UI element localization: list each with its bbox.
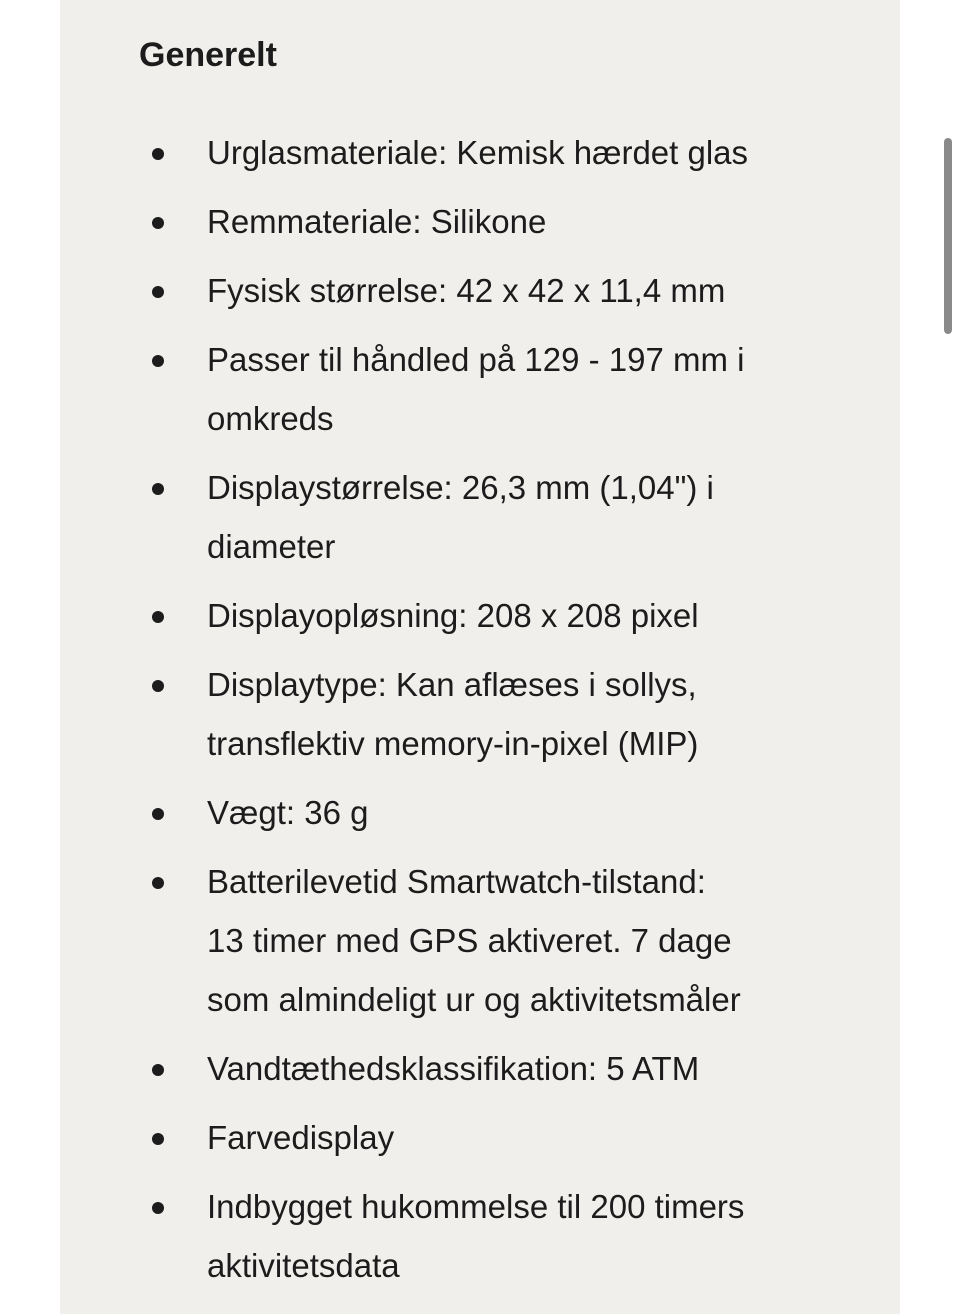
bullet-icon bbox=[152, 877, 164, 889]
spec-text-line: 13 timer med GPS aktiveret. 7 dage bbox=[207, 922, 732, 959]
spec-text-line: Vægt: 36 g bbox=[207, 794, 369, 831]
spec-text-line: Passer til håndled på 129 - 197 mm i bbox=[207, 341, 745, 378]
spec-text-line: Indbygget hukommelse til 200 timers bbox=[207, 1188, 745, 1225]
bullet-icon bbox=[152, 148, 164, 160]
bullet-icon bbox=[152, 1202, 164, 1214]
spec-text-line: som almindeligt ur og aktivitetsmåler bbox=[207, 981, 741, 1018]
spec-text-line: Vandtæthedsklassifikation: 5 ATM bbox=[207, 1050, 700, 1087]
bullet-icon bbox=[152, 286, 164, 298]
bullet-icon bbox=[152, 1133, 164, 1145]
spec-text-line: Displaytype: Kan aflæses i sollys, bbox=[207, 666, 697, 703]
bullet-icon bbox=[152, 611, 164, 623]
spec-text-line: Displaystørrelse: 26,3 mm (1,04") i bbox=[207, 469, 714, 506]
bullet-icon bbox=[152, 680, 164, 692]
bullet-icon bbox=[152, 1064, 164, 1076]
spec-text-line: diameter bbox=[207, 528, 336, 565]
spec-text-line: Farvedisplay bbox=[207, 1119, 395, 1156]
spec-text-line: Batterilevetid Smartwatch-tilstand: bbox=[207, 863, 706, 900]
spec-text-line: omkreds bbox=[207, 400, 334, 437]
scrollbar-thumb[interactable] bbox=[944, 138, 952, 334]
bullet-icon bbox=[152, 483, 164, 495]
spec-card bbox=[60, 0, 900, 1314]
spec-text-line: Displayopløsning: 208 x 208 pixel bbox=[207, 597, 699, 634]
spec-text-line: Fysisk størrelse: 42 x 42 x 11,4 mm bbox=[207, 272, 726, 309]
section-title: Generelt bbox=[139, 36, 277, 74]
bullet-icon bbox=[152, 808, 164, 820]
spec-text-line: Urglasmateriale: Kemisk hærdet glas bbox=[207, 134, 749, 171]
spec-text-line: Remmateriale: Silikone bbox=[207, 203, 547, 240]
bullet-icon bbox=[152, 217, 164, 229]
bullet-icon bbox=[152, 355, 164, 367]
spec-text-line: transflektiv memory-in-pixel (MIP) bbox=[207, 725, 699, 762]
spec-text-line: aktivitetsdata bbox=[207, 1247, 400, 1284]
